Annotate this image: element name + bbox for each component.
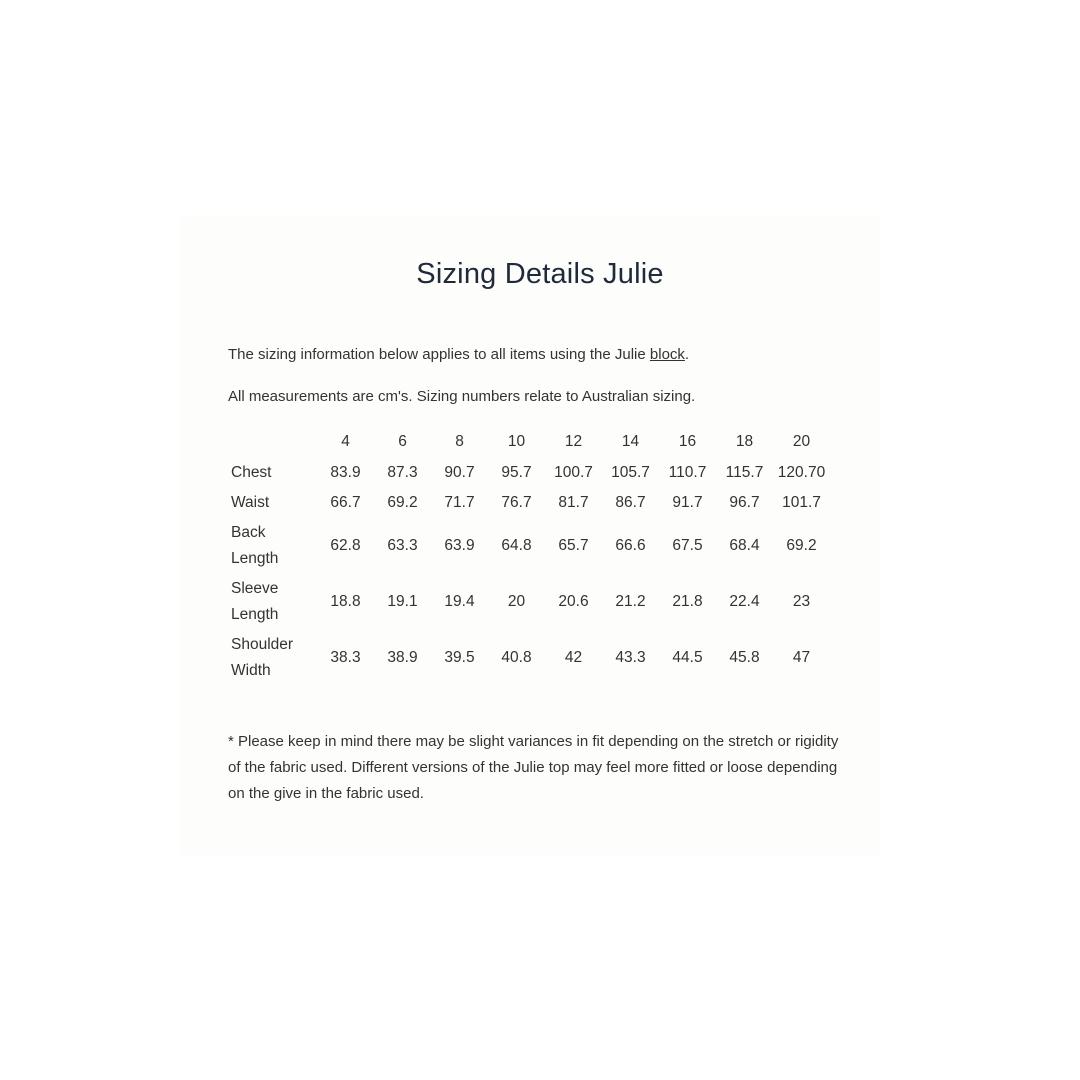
table-cell: 65.7 [558, 537, 589, 554]
table-cell: 76.7 [501, 494, 532, 511]
table-cell: 19.1 [387, 593, 418, 610]
table-cell: 22.4 [729, 593, 760, 610]
table-row-shoulder-width [228, 630, 830, 686]
intro-paragraph [228, 346, 689, 363]
table-cell: 100.7 [554, 464, 593, 481]
size-header: 16 [678, 433, 697, 450]
size-header-row [228, 426, 830, 458]
table-row-chest [228, 458, 830, 488]
header-corner [228, 426, 317, 458]
row-label [228, 488, 317, 518]
table-cell: 39.5 [444, 649, 475, 666]
size-header: 20 [792, 433, 811, 450]
row-label-line: Sleeve [231, 580, 279, 597]
table-cell: 62.8 [330, 537, 361, 554]
size-header: 6 [398, 433, 407, 450]
table-cell: 87.3 [387, 464, 418, 481]
table-cell: 115.7 [725, 464, 764, 481]
size-header: 10 [507, 433, 526, 450]
size-header: 18 [735, 433, 754, 450]
table-cell: 71.7 [444, 494, 475, 511]
table-cell: 21.2 [615, 593, 646, 610]
table-cell: 45.8 [729, 649, 760, 666]
table-cell: 63.9 [444, 537, 475, 554]
table-cell: 110.7 [668, 464, 707, 481]
table-cell: 47 [792, 649, 811, 666]
row-label-line: Width [231, 662, 271, 679]
table-row-sleeve-length [228, 574, 830, 630]
row-label [228, 574, 317, 630]
table-cell: 96.7 [729, 494, 760, 511]
size-header: 8 [455, 433, 464, 450]
table-cell: 38.3 [330, 649, 361, 666]
table-cell: 86.7 [615, 494, 646, 511]
row-label-line: Length [231, 550, 279, 567]
table-cell: 42 [564, 649, 583, 666]
table-cell: 101.7 [782, 494, 821, 511]
units-note: All measurements are cm's. Sizing numbers relate to Australian sizing. [228, 388, 696, 405]
table-cell: 105.7 [611, 464, 650, 481]
table-cell: 44.5 [672, 649, 703, 666]
table-cell: 69.2 [786, 537, 817, 554]
table-cell: 20 [507, 593, 526, 610]
size-header: 14 [621, 433, 640, 450]
table-cell: 120.70 [777, 464, 826, 481]
table-cell: 67.5 [672, 537, 703, 554]
row-label-line: Chest [231, 464, 272, 481]
table-cell: 43.3 [615, 649, 646, 666]
table-cell: 40.8 [501, 649, 532, 666]
table-cell: 90.7 [444, 464, 475, 481]
table-cell: 91.7 [672, 494, 703, 511]
intro-text: The sizing information below applies to all items using the Julie [228, 346, 650, 363]
sizing-table [228, 426, 830, 686]
table-cell: 95.7 [501, 464, 532, 481]
size-header: 4 [341, 433, 350, 450]
row-label-line: Shoulder [231, 636, 294, 653]
block-link[interactable]: block [649, 346, 685, 363]
table-cell: 69.2 [387, 494, 418, 511]
table-cell: 18.8 [330, 593, 361, 610]
table-cell: 66.7 [330, 494, 361, 511]
row-label [228, 630, 317, 686]
table-cell: 23 [792, 593, 811, 610]
row-label-line: Waist [231, 494, 270, 511]
fit-disclaimer: * Please keep in mind there may be slight variances in fit depending on the stretch or rigidity of the fabric used. Different versions of the Julie top may feel more fitted or loose depending on the give in the fabric used. [228, 733, 839, 802]
row-label [228, 458, 317, 488]
table-cell: 64.8 [501, 537, 532, 554]
table-cell: 38.9 [387, 649, 418, 666]
table-row-waist [228, 488, 830, 518]
row-label-line: Length [231, 606, 279, 623]
table-row-back-length [228, 518, 830, 574]
table-cell: 20.6 [558, 593, 589, 610]
table-cell: 68.4 [729, 537, 760, 554]
table-cell: 21.8 [672, 593, 703, 610]
page-title: Sizing Details Julie [416, 258, 664, 290]
table-cell: 83.9 [330, 464, 361, 481]
size-header: 12 [564, 433, 583, 450]
table-cell: 19.4 [444, 593, 475, 610]
intro-period: . [684, 346, 690, 363]
table-cell: 81.7 [558, 494, 589, 511]
row-label-line: Back [231, 524, 266, 541]
table-cell: 66.6 [615, 537, 646, 554]
table-cell: 63.3 [387, 537, 418, 554]
row-label [228, 518, 317, 574]
